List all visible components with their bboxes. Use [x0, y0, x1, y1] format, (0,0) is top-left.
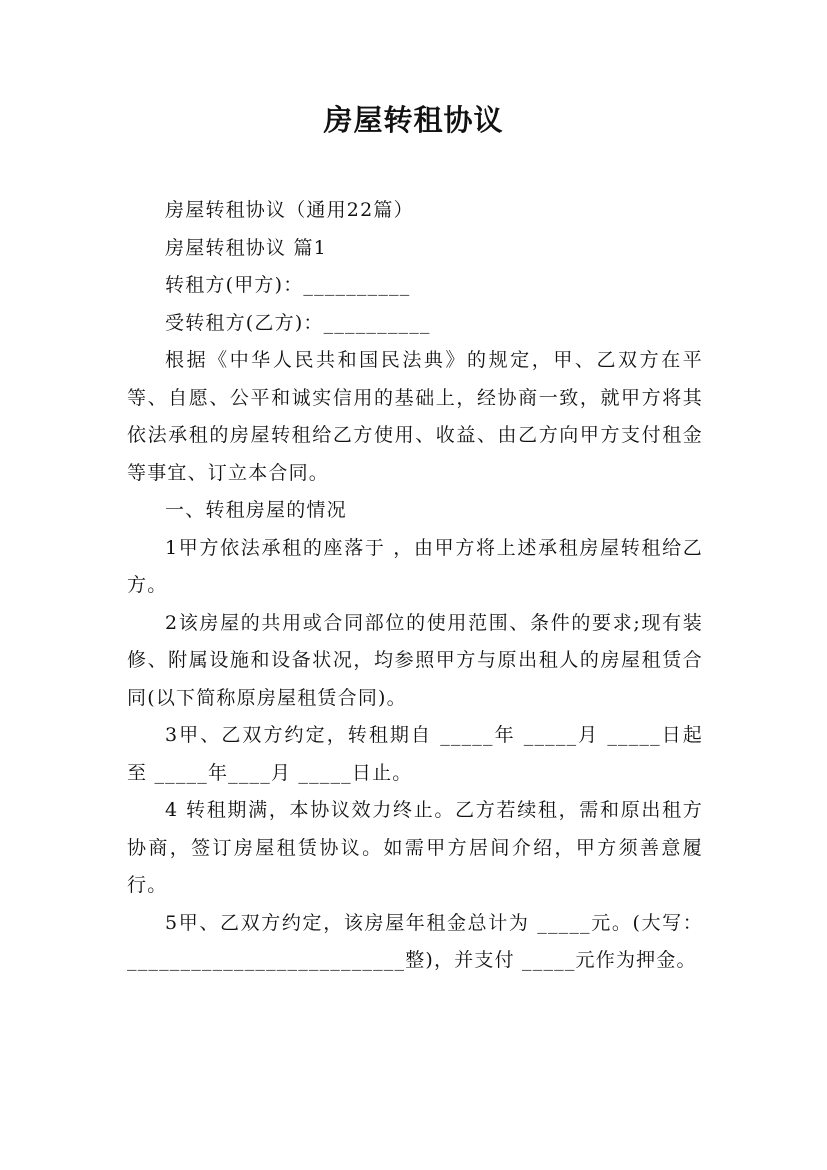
paragraph-party-b: 受转租方(乙方)：__________: [165, 311, 431, 334]
paragraph-preamble: 根据《中华人民共和国民法典》的规定，甲、乙双方在平等、自愿、公平和诚实信用的基础上，经协商一致，就甲方将其依法承租的房屋转租给乙方使用、收益、由乙方向甲方支付租金等事宜、订立本合同。: [127, 349, 703, 484]
paragraph-heading-article: 房屋转租协议 篇1: [165, 236, 327, 259]
paragraph-party-a: 转租方(甲方)：__________: [165, 274, 411, 296]
paragraph-section-heading: 一、转租房屋的情况: [165, 499, 347, 521]
paragraph-clause-4: 4 转租期满，本协议效力终止。乙方若续租，需和原出租方协商，签订房屋租赁协议。如需甲方居间介绍，甲方须善意履行。: [127, 799, 703, 896]
paragraph-heading-collection: 房屋转租协议（通用22篇）: [165, 199, 414, 221]
paragraph-clause-2: 2该房屋的共用或合同部位的使用范围、条件的要求;现有装修、附属设施和设备状况，均参照甲方与原出租人的房屋租赁合同(以下简称原房屋租赁合同)。: [127, 611, 703, 709]
paragraph-clause-1: 1甲方依法承租的座落于 ，由甲方将上述承租房屋转租给乙方。: [127, 536, 703, 596]
document-body: [127, 192, 703, 980]
document-title: 房屋转租协议: [323, 103, 504, 137]
paragraph-clause-3: 3甲、乙双方约定，转租期自 _____年 _____月 _____日起至 _____年____月 _____日止。: [127, 724, 703, 784]
paragraph-clause-5: 5甲、乙双方约定，该房屋年租金总计为 _____元。(大写：__________________________整)，并支付 _____元作为押金。: [127, 911, 703, 971]
